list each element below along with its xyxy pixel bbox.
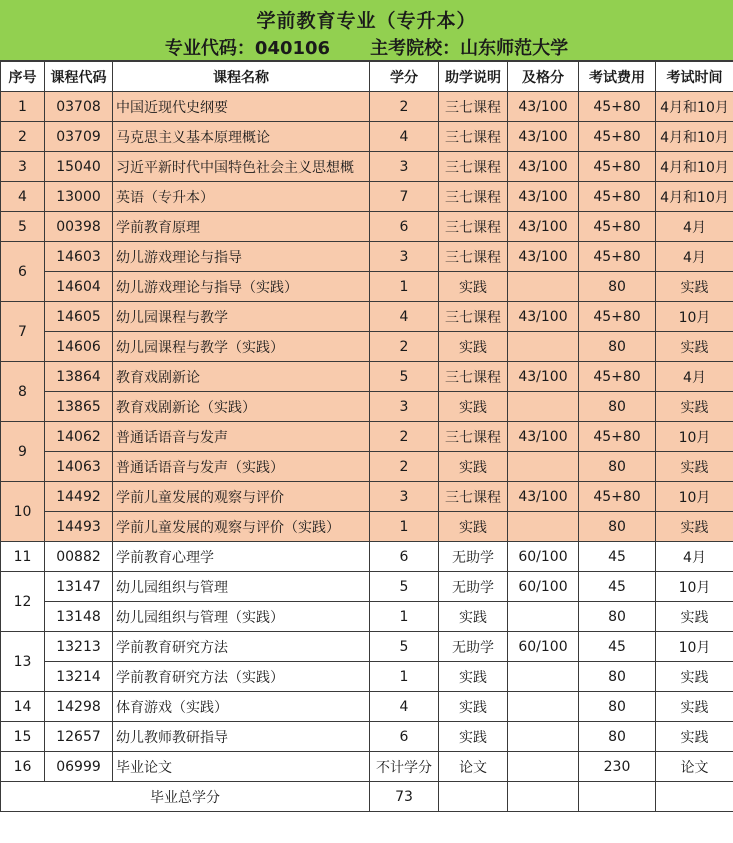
- table-row: [1, 452, 733, 482]
- course-pass-score: 43/100: [508, 362, 579, 392]
- col-header-credit: 学分: [370, 62, 439, 92]
- course-code: 14492: [45, 482, 113, 512]
- course-pass-score: 43/100: [508, 182, 579, 212]
- table-row: [1, 152, 733, 182]
- course-exam-time: 实践: [656, 692, 733, 722]
- total-empty-cell: [508, 782, 579, 812]
- course-credit: 2: [370, 92, 439, 122]
- row-number: 5: [1, 212, 45, 242]
- course-pass-score: 43/100: [508, 92, 579, 122]
- course-note: 三七课程: [439, 302, 508, 332]
- course-credit: 3: [370, 392, 439, 422]
- course-credit: 5: [370, 632, 439, 662]
- course-note: 实践: [439, 692, 508, 722]
- course-credit: 1: [370, 512, 439, 542]
- table-row: [1, 602, 733, 632]
- course-fee: 45+80: [579, 302, 656, 332]
- course-exam-time: 实践: [656, 602, 733, 632]
- course-note: 三七课程: [439, 422, 508, 452]
- course-fee: 80: [579, 722, 656, 752]
- row-number: 3: [1, 152, 45, 182]
- course-credit: 5: [370, 572, 439, 602]
- table-row: [1, 212, 733, 242]
- course-pass-score: [508, 752, 579, 782]
- course-fee: 45+80: [579, 152, 656, 182]
- course-code: 06999: [45, 752, 113, 782]
- course-fee: 45+80: [579, 212, 656, 242]
- course-code: 14063: [45, 452, 113, 482]
- course-fee: 45+80: [579, 482, 656, 512]
- course-code: 14062: [45, 422, 113, 452]
- total-credits-label: 毕业总学分: [1, 782, 370, 812]
- course-name: 毕业论文: [113, 752, 370, 782]
- course-code: 14604: [45, 272, 113, 302]
- course-exam-time: 10月: [656, 572, 733, 602]
- course-note: 三七课程: [439, 182, 508, 212]
- course-code: 14605: [45, 302, 113, 332]
- row-number: 15: [1, 722, 45, 752]
- course-name: 中国近现代史纲要: [113, 92, 370, 122]
- course-fee: 230: [579, 752, 656, 782]
- course-name: 普通话语音与发声: [113, 422, 370, 452]
- col-header-pass: 及格分: [508, 62, 579, 92]
- course-fee: 45+80: [579, 362, 656, 392]
- course-table: [0, 61, 733, 812]
- table-row: [1, 422, 733, 452]
- course-name: 幼儿园组织与管理: [113, 572, 370, 602]
- course-credit: 7: [370, 182, 439, 212]
- major-code: 专业代码：040106: [164, 38, 331, 59]
- row-number: 11: [1, 542, 45, 572]
- course-note: 三七课程: [439, 362, 508, 392]
- row-number: 13: [1, 632, 45, 692]
- course-note: 实践: [439, 662, 508, 692]
- course-name: 教育戏剧新论: [113, 362, 370, 392]
- row-number: 8: [1, 362, 45, 422]
- course-exam-time: 10月: [656, 482, 733, 512]
- course-name: 幼儿园课程与教学（实践）: [113, 332, 370, 362]
- table-row: [1, 662, 733, 692]
- course-fee: 45+80: [579, 92, 656, 122]
- course-note: 三七课程: [439, 152, 508, 182]
- course-exam-time: 4月和10月: [656, 122, 733, 152]
- course-code: 14298: [45, 692, 113, 722]
- course-name: 英语（专升本）: [113, 182, 370, 212]
- course-credit: 3: [370, 482, 439, 512]
- course-fee: 80: [579, 512, 656, 542]
- course-fee: 80: [579, 392, 656, 422]
- course-credit: 6: [370, 212, 439, 242]
- table-header-row: [1, 62, 733, 92]
- course-note: 无助学: [439, 542, 508, 572]
- course-name: 体育游戏（实践）: [113, 692, 370, 722]
- course-exam-time: 4月和10月: [656, 92, 733, 122]
- table-row: [1, 632, 733, 662]
- table-row: [1, 482, 733, 512]
- col-header-time: 考试时间: [656, 62, 733, 92]
- course-exam-time: 4月: [656, 212, 733, 242]
- course-credit: 3: [370, 242, 439, 272]
- course-code: 00398: [45, 212, 113, 242]
- course-pass-score: 60/100: [508, 572, 579, 602]
- course-credit: 1: [370, 272, 439, 302]
- course-name: 幼儿游戏理论与指导: [113, 242, 370, 272]
- course-credit: 1: [370, 662, 439, 692]
- course-note: 实践: [439, 722, 508, 752]
- course-exam-time: 10月: [656, 422, 733, 452]
- course-name: 幼儿园课程与教学: [113, 302, 370, 332]
- table-row: [1, 242, 733, 272]
- col-header-fee: 考试费用: [579, 62, 656, 92]
- course-code: 14606: [45, 332, 113, 362]
- table-row: [1, 302, 733, 332]
- course-exam-time: 实践: [656, 512, 733, 542]
- course-name: 学前教育原理: [113, 212, 370, 242]
- total-empty-cell: [656, 782, 733, 812]
- course-pass-score: 60/100: [508, 542, 579, 572]
- course-exam-time: 4月: [656, 542, 733, 572]
- course-pass-score: 43/100: [508, 152, 579, 182]
- course-exam-time: 4月: [656, 362, 733, 392]
- course-credit: 4: [370, 122, 439, 152]
- course-credit: 2: [370, 332, 439, 362]
- course-credit: 4: [370, 692, 439, 722]
- course-exam-time: 4月和10月: [656, 182, 733, 212]
- course-fee: 80: [579, 332, 656, 362]
- course-note: 实践: [439, 512, 508, 542]
- row-number: 16: [1, 752, 45, 782]
- row-number: 10: [1, 482, 45, 542]
- col-header-name: 课程名称: [113, 62, 370, 92]
- course-name: 学前教育研究方法（实践）: [113, 662, 370, 692]
- course-exam-time: 实践: [656, 332, 733, 362]
- sheet-header: [0, 0, 733, 61]
- course-code: 13865: [45, 392, 113, 422]
- course-exam-time: 论文: [656, 752, 733, 782]
- table-row: [1, 92, 733, 122]
- table-row: [1, 122, 733, 152]
- course-credit: 6: [370, 722, 439, 752]
- course-code: 14603: [45, 242, 113, 272]
- course-code: 13864: [45, 362, 113, 392]
- table-row: [1, 332, 733, 362]
- course-fee: 45+80: [579, 422, 656, 452]
- course-pass-score: [508, 602, 579, 632]
- row-number: 12: [1, 572, 45, 632]
- course-pass-score: [508, 722, 579, 752]
- course-table-body: [1, 92, 733, 782]
- course-note: 三七课程: [439, 482, 508, 512]
- course-credit: 6: [370, 542, 439, 572]
- course-name: 学前儿童发展的观察与评价（实践）: [113, 512, 370, 542]
- course-credit: 5: [370, 362, 439, 392]
- table-row: [1, 542, 733, 572]
- course-credit: 1: [370, 602, 439, 632]
- course-fee: 80: [579, 602, 656, 632]
- course-exam-time: 实践: [656, 722, 733, 752]
- course-exam-time: 4月: [656, 242, 733, 272]
- course-exam-time: 实践: [656, 452, 733, 482]
- course-credit: 4: [370, 302, 439, 332]
- row-number: 2: [1, 122, 45, 152]
- course-fee: 80: [579, 272, 656, 302]
- total-row: [1, 782, 733, 812]
- course-pass-score: [508, 272, 579, 302]
- course-name: 习近平新时代中国特色社会主义思想概: [113, 152, 370, 182]
- course-code: 13214: [45, 662, 113, 692]
- course-code: 13148: [45, 602, 113, 632]
- table-row: [1, 692, 733, 722]
- course-name: 普通话语音与发声（实践）: [113, 452, 370, 482]
- course-pass-score: [508, 332, 579, 362]
- course-fee: 45: [579, 542, 656, 572]
- table-row: [1, 752, 733, 782]
- course-fee: 45+80: [579, 182, 656, 212]
- course-code: 14493: [45, 512, 113, 542]
- course-note: 实践: [439, 272, 508, 302]
- course-fee: 80: [579, 452, 656, 482]
- total-empty-cell: [439, 782, 508, 812]
- course-credit: 2: [370, 452, 439, 482]
- course-name: 马克思主义基本原理概论: [113, 122, 370, 152]
- course-code: 03709: [45, 122, 113, 152]
- col-header-code: 课程代码: [45, 62, 113, 92]
- course-pass-score: [508, 662, 579, 692]
- course-pass-score: 60/100: [508, 632, 579, 662]
- course-code: 15040: [45, 152, 113, 182]
- course-note: 三七课程: [439, 212, 508, 242]
- course-fee: 45: [579, 632, 656, 662]
- course-exam-time: 10月: [656, 632, 733, 662]
- host-school: 主考院校：山东师范大学: [370, 38, 569, 59]
- course-pass-score: [508, 452, 579, 482]
- course-pass-score: [508, 512, 579, 542]
- course-code: 13213: [45, 632, 113, 662]
- course-pass-score: 43/100: [508, 212, 579, 242]
- course-name: 幼儿园组织与管理（实践）: [113, 602, 370, 632]
- row-number: 14: [1, 692, 45, 722]
- course-name: 学前教育研究方法: [113, 632, 370, 662]
- course-fee: 80: [579, 692, 656, 722]
- course-note: 三七课程: [439, 122, 508, 152]
- major-title: 学前教育专业（专升本）: [256, 10, 477, 32]
- course-name: 教育戏剧新论（实践）: [113, 392, 370, 422]
- row-number: 7: [1, 302, 45, 362]
- table-row: [1, 722, 733, 752]
- total-empty-cell: [579, 782, 656, 812]
- col-header-note: 助学说明: [439, 62, 508, 92]
- course-name: 学前儿童发展的观察与评价: [113, 482, 370, 512]
- table-row: [1, 512, 733, 542]
- course-note: 三七课程: [439, 92, 508, 122]
- row-number: 4: [1, 182, 45, 212]
- course-code: 12657: [45, 722, 113, 752]
- course-note: 实践: [439, 392, 508, 422]
- course-note: 无助学: [439, 632, 508, 662]
- row-number: 1: [1, 92, 45, 122]
- course-note: 无助学: [439, 572, 508, 602]
- course-exam-time: 4月和10月: [656, 152, 733, 182]
- course-code: 00882: [45, 542, 113, 572]
- major-info: [0, 34, 733, 60]
- course-note: 实践: [439, 332, 508, 362]
- course-pass-score: 43/100: [508, 242, 579, 272]
- table-row: [1, 272, 733, 302]
- course-credit: 不计学分: [370, 752, 439, 782]
- course-pass-score: [508, 692, 579, 722]
- row-number: 6: [1, 242, 45, 302]
- course-pass-score: 43/100: [508, 122, 579, 152]
- course-fee: 80: [579, 662, 656, 692]
- course-exam-time: 实践: [656, 272, 733, 302]
- course-code: 13000: [45, 182, 113, 212]
- course-name: 幼儿教师教研指导: [113, 722, 370, 752]
- table-row: [1, 362, 733, 392]
- course-pass-score: 43/100: [508, 482, 579, 512]
- course-name: 幼儿游戏理论与指导（实践）: [113, 272, 370, 302]
- course-exam-time: 实践: [656, 662, 733, 692]
- course-pass-score: 43/100: [508, 422, 579, 452]
- course-pass-score: 43/100: [508, 302, 579, 332]
- course-note: 实践: [439, 452, 508, 482]
- course-code: 13147: [45, 572, 113, 602]
- total-credits-value: 73: [370, 782, 439, 812]
- course-fee: 45+80: [579, 122, 656, 152]
- course-credit: 2: [370, 422, 439, 452]
- course-note: 论文: [439, 752, 508, 782]
- course-name: 学前教育心理学: [113, 542, 370, 572]
- course-code: 03708: [45, 92, 113, 122]
- course-pass-score: [508, 392, 579, 422]
- course-exam-time: 实践: [656, 392, 733, 422]
- course-credit: 3: [370, 152, 439, 182]
- course-fee: 45: [579, 572, 656, 602]
- row-number: 9: [1, 422, 45, 482]
- col-header-no: 序号: [1, 62, 45, 92]
- course-exam-time: 10月: [656, 302, 733, 332]
- table-row: [1, 572, 733, 602]
- course-note: 实践: [439, 602, 508, 632]
- course-note: 三七课程: [439, 242, 508, 272]
- course-fee: 45+80: [579, 242, 656, 272]
- table-row: [1, 392, 733, 422]
- table-row: [1, 182, 733, 212]
